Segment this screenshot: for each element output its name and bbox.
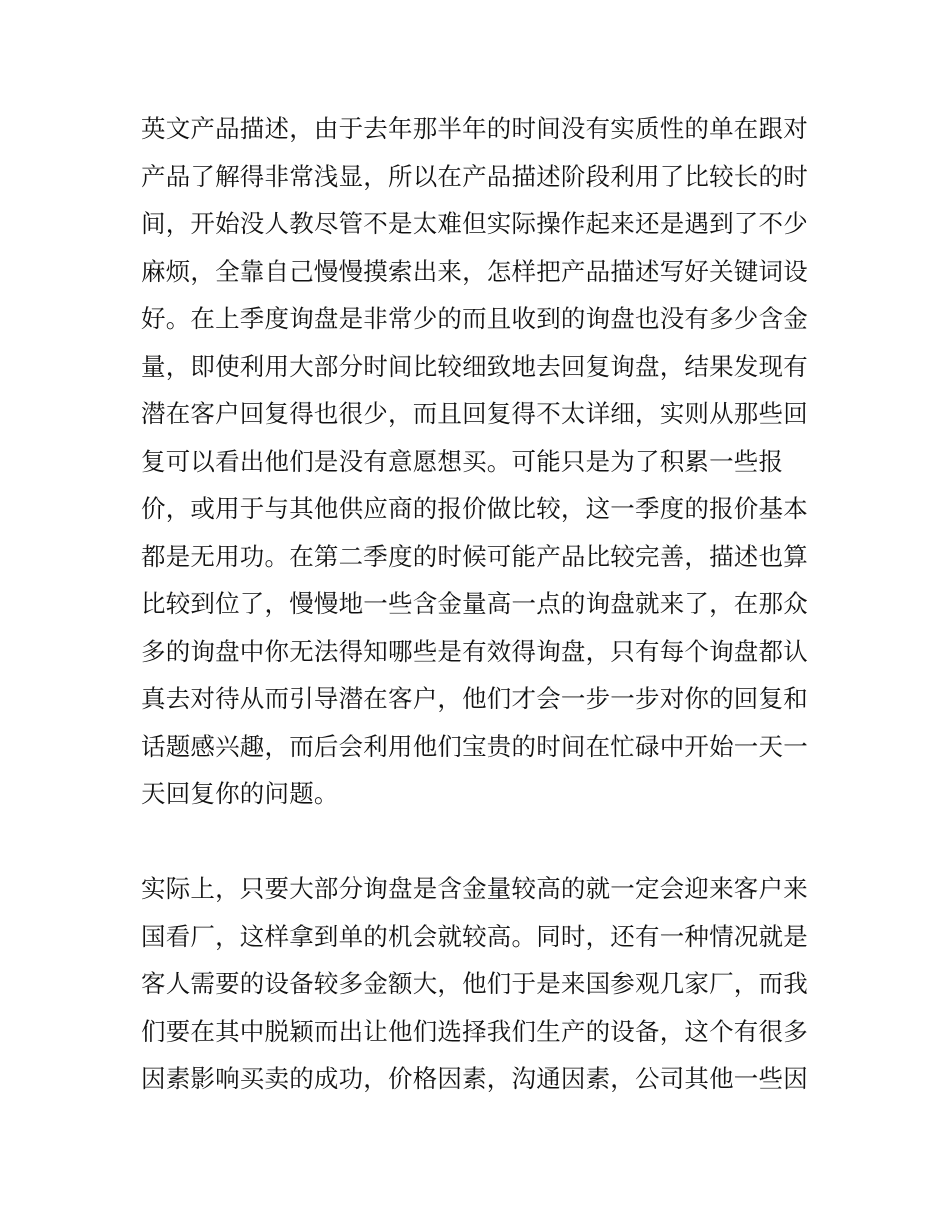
text-line: 间，开始没人教尽管不是太难但实际操作起来还是遇到了不少 (141, 209, 808, 238)
text-line: 客人需要的设备较多金额大，他们于是来国参观几家厂，而我 (141, 969, 808, 998)
text-line: 麻烦，全靠自己慢慢摸索出来，怎样把产品描述写好关键词设 (141, 256, 808, 286)
text-line: 好。在上季度询盘是非常少的而且收到的询盘也没有多少含金 (141, 304, 808, 333)
text-line: 们要在其中脱颖而出让他们选择我们生产的设备，这个有很多 (141, 1016, 808, 1046)
paragraph-1 (141, 105, 821, 818)
text-line: 真去对待从而引导潜在客户，他们才会一步一步对你的回复和 (141, 684, 808, 713)
text-line: 实际上，只要大部分询盘是含金量较高的就一定会迎来客户来 (141, 874, 808, 903)
text-line: 潜在客户回复得也很少，而且回复得不太详细，实则从那些回 (141, 399, 808, 428)
text-line: 价，或用于与其他供应商的报价做比较，这一季度的报价基本 (141, 494, 808, 523)
text-line: 复可以看出他们是没有意愿想买。可能只是为了积累一些报 (141, 446, 784, 476)
text-line: 天回复你的问题。 (141, 779, 339, 808)
text-line: 因素影响买卖的成功，价格因素，沟通因素，公司其他一些因 (141, 1064, 808, 1093)
text-line: 量，即使利用大部分时间比较细致地去回复询盘，结果发现有 (141, 351, 808, 381)
text-line: 产品了解得非常浅显，所以在产品描述阶段利用了比较长的时 (141, 161, 808, 191)
text-line: 英文产品描述，由于去年那半年的时间没有实质性的单在跟对 (141, 114, 808, 143)
text-line: 国看厂，这样拿到单的机会就较高。同时，还有一种情况就是 (141, 921, 808, 951)
text-line: 多的询盘中你无法得知哪些是有效得询盘，只有每个询盘都认 (141, 636, 808, 666)
text-line: 比较到位了，慢慢地一些含金量高一点的询盘就来了，在那众 (141, 589, 808, 618)
text-line: 话题感兴趣，而后会利用他们宝贵的时间在忙碌中开始一天一 (141, 731, 808, 761)
paragraph-2 (141, 865, 821, 1103)
text-line: 都是无用功。在第二季度的时候可能产品比较完善，描述也算 (141, 541, 808, 571)
